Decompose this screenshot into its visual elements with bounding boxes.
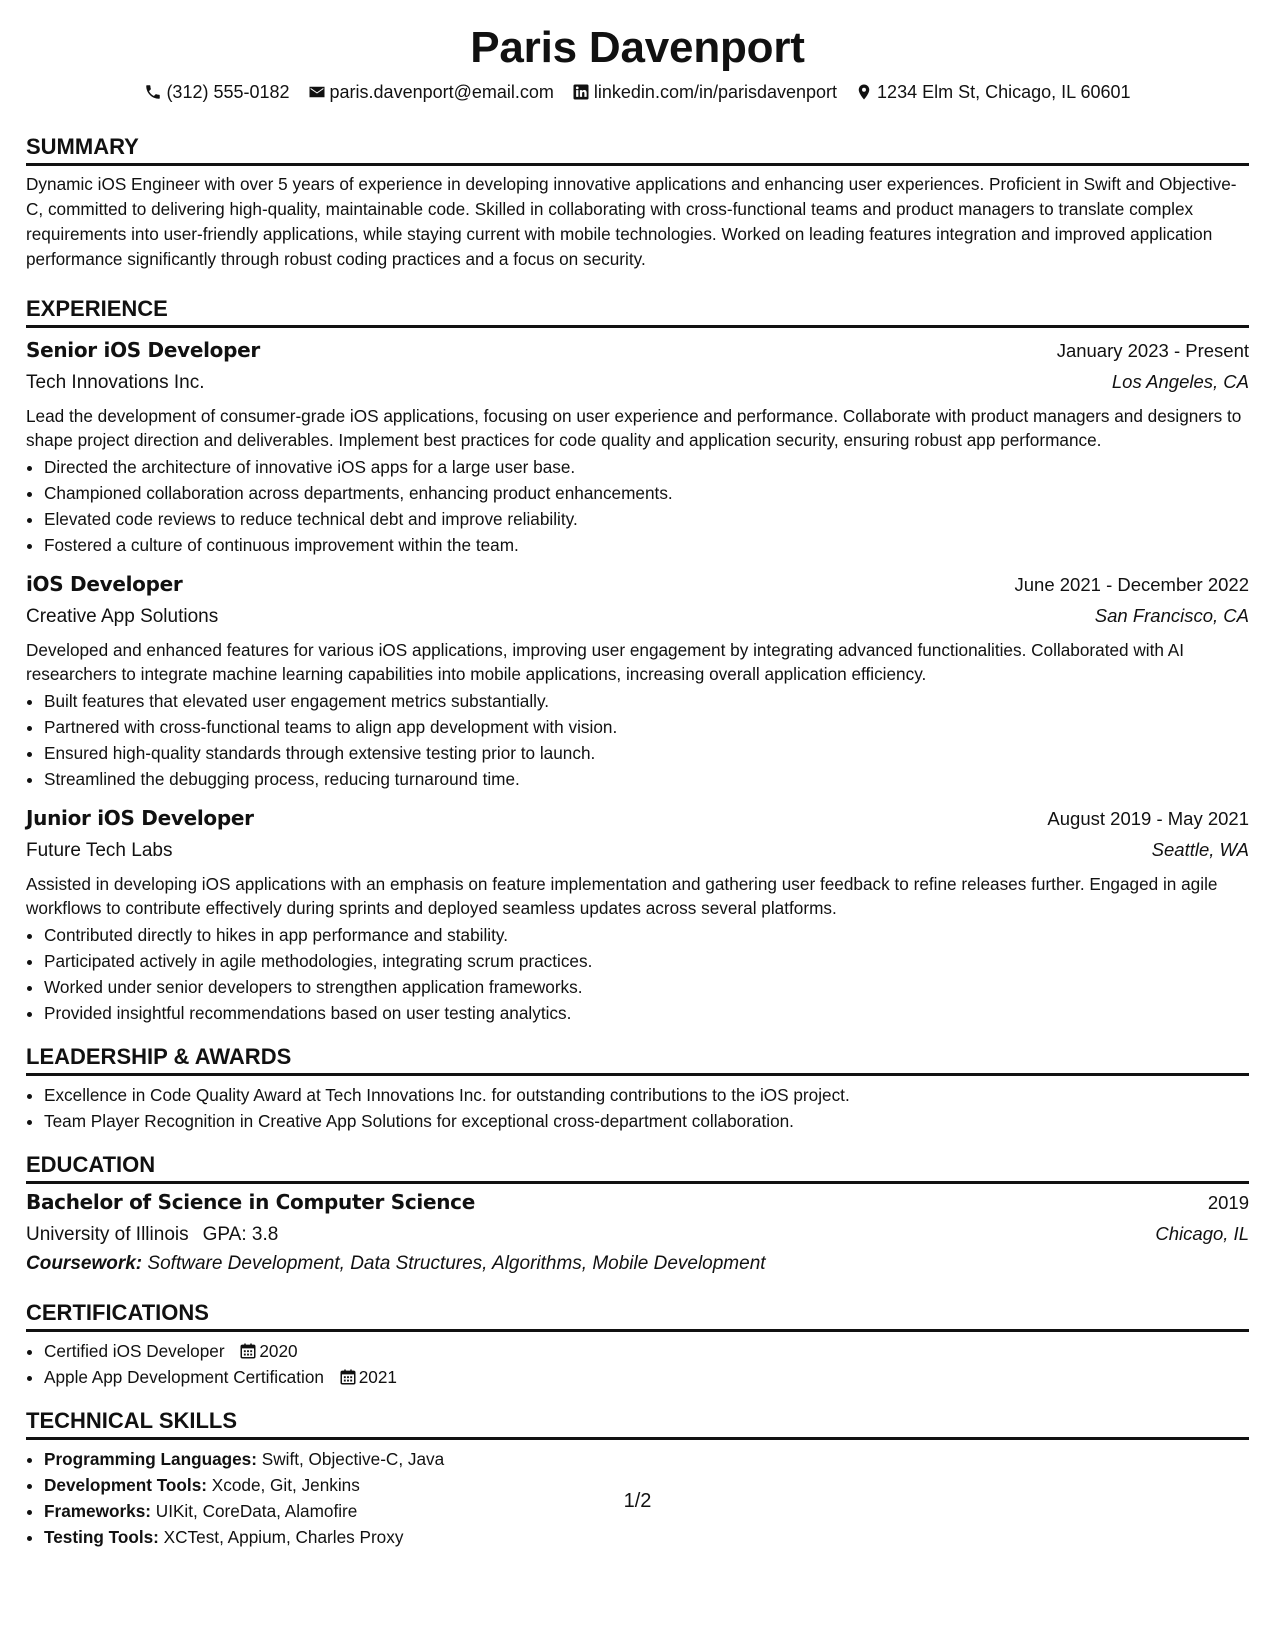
list-item: • Participated actively in agile methodologies, integrating scrum practices. bbox=[44, 948, 1249, 974]
candidate-name: Paris Davenport bbox=[470, 23, 805, 72]
contact-linkedin[interactable] bbox=[572, 80, 837, 104]
cert-name: Certified iOS Developer bbox=[44, 1341, 225, 1361]
linkedin-text: linkedin.com/in/parisdavenport bbox=[593, 82, 838, 102]
list-item: • Directed the architecture of innovative iOS apps for a large user base. bbox=[44, 454, 1249, 480]
list-item: • Championed collaboration across departments, enhancing product enhancements. bbox=[44, 480, 1249, 506]
leadership-section bbox=[26, 1044, 1249, 1134]
degree-title: Bachelor of Science in Computer Science bbox=[26, 1190, 475, 1214]
job-entry bbox=[26, 568, 1249, 792]
school-name: University of Illinois bbox=[26, 1224, 189, 1245]
list-item: • Fostered a culture of continuous improvement within the team. bbox=[44, 532, 1249, 558]
skill-label: Frameworks: bbox=[44, 1501, 151, 1521]
job-dates: June 2021 - December 2022 bbox=[1014, 574, 1249, 595]
coursework-line bbox=[26, 1250, 1249, 1278]
summary-text: Dynamic iOS Engineer with over 5 years of experience in developing innovative applications and enhancing user experiences. Proficient in Swift and Objective-C, committed to delivering high-quality, maintainable code. Skilled in collaborating with cross-functional teams and product managers to translate complex requirements into user-friendly applications, while staying current with mobile technologies. Worked on leading features integration and improved application performance significantly through robust coding practices and a focus on security. bbox=[26, 174, 1237, 269]
certifications-section bbox=[26, 1300, 1249, 1390]
job-title: Junior iOS Developer bbox=[26, 806, 254, 830]
contact-address bbox=[855, 80, 1131, 104]
section-title-certifications: CERTIFICATIONS bbox=[26, 1300, 1249, 1332]
awards-list bbox=[26, 1082, 1249, 1134]
job-location: Los Angeles, CA bbox=[1111, 371, 1249, 392]
contact-bar bbox=[26, 80, 1249, 104]
job-title: iOS Developer bbox=[26, 572, 183, 596]
list-item: • Built features that elevated user engagement metrics substantially. bbox=[44, 688, 1249, 714]
list-item bbox=[44, 1364, 1249, 1390]
skill-value: UIKit, CoreData, Alamofire bbox=[155, 1501, 358, 1521]
list-item bbox=[44, 1524, 1249, 1550]
skills-section bbox=[26, 1408, 1249, 1550]
coursework-list: Software Development, Data Structures, Algorithms, Mobile Development bbox=[147, 1253, 766, 1274]
list-item: • Ensured high-quality standards through extensive testing prior to launch. bbox=[44, 740, 1249, 766]
envelope-icon bbox=[308, 83, 326, 101]
page-number: 1/2 bbox=[623, 1490, 652, 1512]
list-item bbox=[44, 1446, 1249, 1472]
job-description: Lead the development of consumer-grade iOS applications, focusing on user experience and performance. Collaborate with product managers and designers to shape project direction and deliverables. Implement best practices for code quality and application security, ensuring robust app performance. bbox=[26, 406, 1242, 450]
certifications-list bbox=[26, 1338, 1249, 1390]
graduation-year: 2019 bbox=[1207, 1192, 1249, 1213]
gpa: GPA: 3.8 bbox=[202, 1224, 279, 1245]
cert-year: 2021 bbox=[358, 1367, 397, 1387]
skill-value: Swift, Objective-C, Java bbox=[261, 1449, 445, 1469]
coursework-label: Coursework: bbox=[26, 1253, 143, 1274]
email-text: paris.davenport@email.com bbox=[329, 82, 554, 102]
list-item: • Contributed directly to hikes in app performance and stability. bbox=[44, 922, 1249, 948]
list-item: • Provided insightful recommendations based on user testing analytics. bbox=[44, 1000, 1249, 1026]
cert-name: Apple App Development Certification bbox=[44, 1367, 324, 1387]
job-company: Tech Innovations Inc. bbox=[26, 372, 205, 393]
job-entry bbox=[26, 802, 1249, 1026]
job-company: Creative App Solutions bbox=[26, 606, 219, 627]
job-description: Developed and enhanced features for various iOS applications, improving user engagement by integrating advanced functionalities. Collaborated with AI researchers to integrate machine learning capabilities into mobile applications, increasing overall application efficiency. bbox=[26, 640, 1184, 684]
skill-label: Testing Tools: bbox=[44, 1527, 159, 1547]
list-item: • Team Player Recognition in Creative App Solutions for exceptional cross-department collaboration. bbox=[44, 1108, 1249, 1134]
map-pin-icon bbox=[855, 83, 873, 101]
list-item: • Excellence in Code Quality Award at Tech Innovations Inc. for outstanding contributions to the iOS project. bbox=[44, 1082, 1249, 1108]
list-item: • Partnered with cross-functional teams to align app development with vision. bbox=[44, 714, 1249, 740]
job-bullets bbox=[26, 922, 1249, 1026]
job-bullets bbox=[26, 688, 1249, 792]
skill-value: Xcode, Git, Jenkins bbox=[211, 1475, 360, 1495]
school-location: Chicago, IL bbox=[1155, 1223, 1249, 1244]
resume-page bbox=[26, 20, 1249, 1550]
job-bullets bbox=[26, 454, 1249, 558]
calendar-icon bbox=[239, 1342, 257, 1360]
phone-text: (312) 555-0182 bbox=[166, 82, 290, 102]
job-company: Future Tech Labs bbox=[26, 840, 173, 861]
list-item: • Worked under senior developers to strengthen application frameworks. bbox=[44, 974, 1249, 1000]
skill-label: Development Tools: bbox=[44, 1475, 207, 1495]
job-dates: August 2019 - May 2021 bbox=[1047, 808, 1249, 829]
list-item bbox=[44, 1338, 1249, 1364]
section-title-skills: TECHNICAL SKILLS bbox=[26, 1408, 1249, 1440]
section-title-leadership: LEADERSHIP & AWARDS bbox=[26, 1044, 1249, 1076]
education-section bbox=[26, 1152, 1249, 1278]
summary-section bbox=[26, 134, 1249, 272]
job-description: Assisted in developing iOS applications with an emphasis on feature implementation and gathering user feedback to refine releases further. Engaged in agile workflows to contribute effectively during sprints and deployed seamless updates across several platforms. bbox=[26, 874, 1218, 918]
section-title-experience: EXPERIENCE bbox=[26, 296, 1249, 328]
list-item: • Streamlined the debugging process, reducing turnaround time. bbox=[44, 766, 1249, 792]
school-line bbox=[26, 1220, 278, 1250]
cert-year: 2020 bbox=[259, 1341, 298, 1361]
job-title: Senior iOS Developer bbox=[26, 338, 260, 362]
contact-email[interactable] bbox=[308, 80, 554, 104]
section-title-summary: SUMMARY bbox=[26, 134, 1249, 166]
phone-icon bbox=[144, 83, 162, 101]
section-title-education: EDUCATION bbox=[26, 1152, 1249, 1184]
calendar-icon bbox=[339, 1368, 357, 1386]
job-location: San Francisco, CA bbox=[1094, 605, 1249, 626]
address-text: 1234 Elm St, Chicago, IL 60601 bbox=[877, 82, 1131, 102]
list-item: • Elevated code reviews to reduce technical debt and improve reliability. bbox=[44, 506, 1249, 532]
job-location: Seattle, WA bbox=[1151, 839, 1249, 860]
job-entry bbox=[26, 334, 1249, 558]
job-dates: January 2023 - Present bbox=[1056, 340, 1249, 361]
skill-value: XCTest, Appium, Charles Proxy bbox=[163, 1527, 404, 1547]
linkedin-icon bbox=[572, 83, 590, 101]
skill-label: Programming Languages: bbox=[44, 1449, 257, 1469]
contact-phone[interactable] bbox=[144, 80, 289, 104]
experience-section bbox=[26, 296, 1249, 1026]
